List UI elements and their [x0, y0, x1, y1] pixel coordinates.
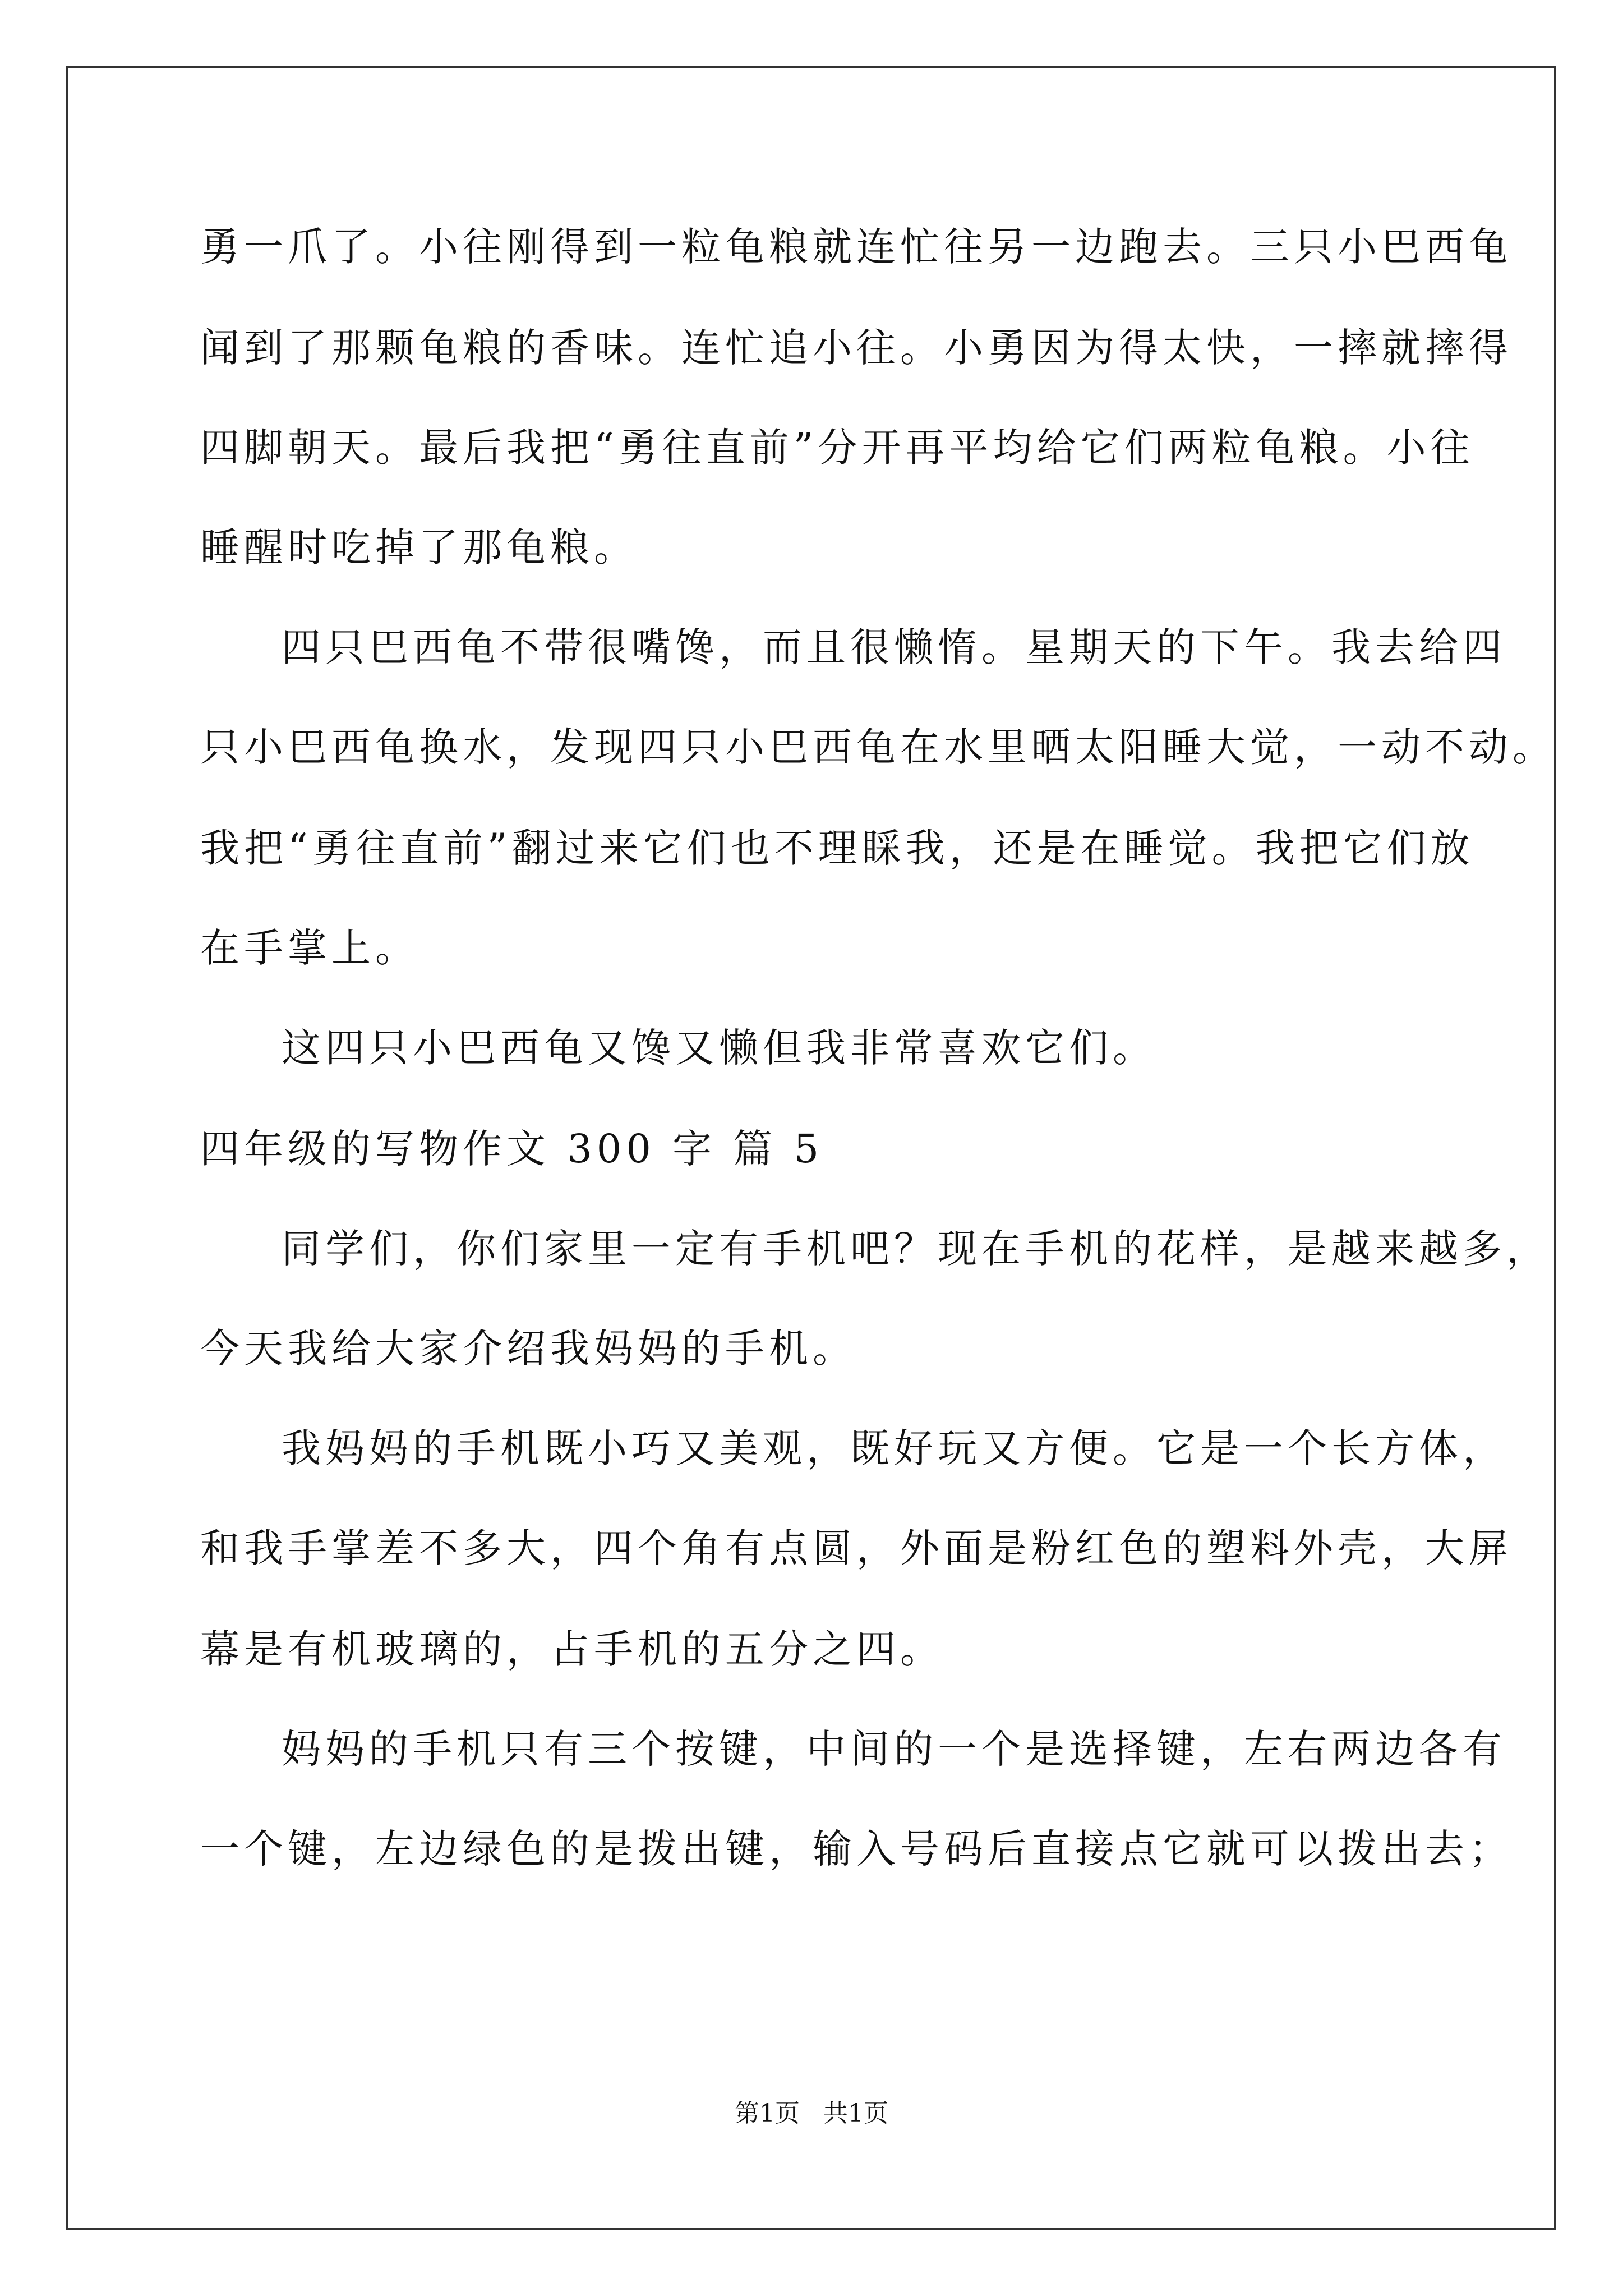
text-line: 闻到了那颗龟粮的香味。连忙追小往。小勇因为得太快，一摔就摔得	[200, 325, 1513, 371]
paragraph-first-line: 这四只小巴西龟又馋又懒但我非常喜欢它们。	[282, 1025, 1156, 1071]
text-line: 今天我给大家介绍我妈妈的手机。	[200, 1326, 856, 1372]
text-line: 幕是有机玻璃的，占手机的五分之四。	[200, 1626, 944, 1672]
text-line: 一个键，左边绿色的是拨出键，输入号码后直接点它就可以拨出去；	[200, 1826, 1513, 1872]
paragraph-first-line: 四只巴西龟不带很嘴馋，而且很懒惰。星期天的下午。我去给四	[282, 624, 1506, 670]
page-footer: 第1页 共1页	[735, 2099, 888, 2128]
text-line: 在手掌上。	[200, 925, 419, 971]
text-line: 我把“勇往直前”翻过来它们也不理睬我，还是在睡觉。我把它们放	[200, 825, 1474, 871]
paragraph-first-line: 同学们，你们家里一定有手机吧？现在手机的花样，是越来越多，	[282, 1226, 1550, 1272]
paragraph-first-line: 妈妈的手机只有三个按键，中间的一个是选择键，左右两边各有	[282, 1726, 1506, 1772]
paragraph-first-line: 我妈妈的手机既小巧又美观，既好玩又方便。它是一个长方体，	[282, 1425, 1506, 1471]
section-heading: 四年级的写物作文 300 字 篇 5	[200, 1126, 824, 1172]
text-line: 勇一爪了。小往刚得到一粒龟粮就连忙往另一边跑去。三只小巴西龟	[200, 224, 1513, 270]
text-line: 只小巴西龟换水，发现四只小巴西龟在水里晒太阳睡大觉，一动不动。	[200, 724, 1556, 770]
text-line: 四脚朝天。最后我把“勇往直前”分开再平均给它们两粒龟粮。小往	[200, 425, 1474, 471]
text-line: 和我手掌差不多大，四个角有点圆，外面是粉红色的塑料外壳，大屏	[200, 1525, 1513, 1571]
text-line: 睡醒时吃掉了那龟粮。	[200, 524, 638, 570]
